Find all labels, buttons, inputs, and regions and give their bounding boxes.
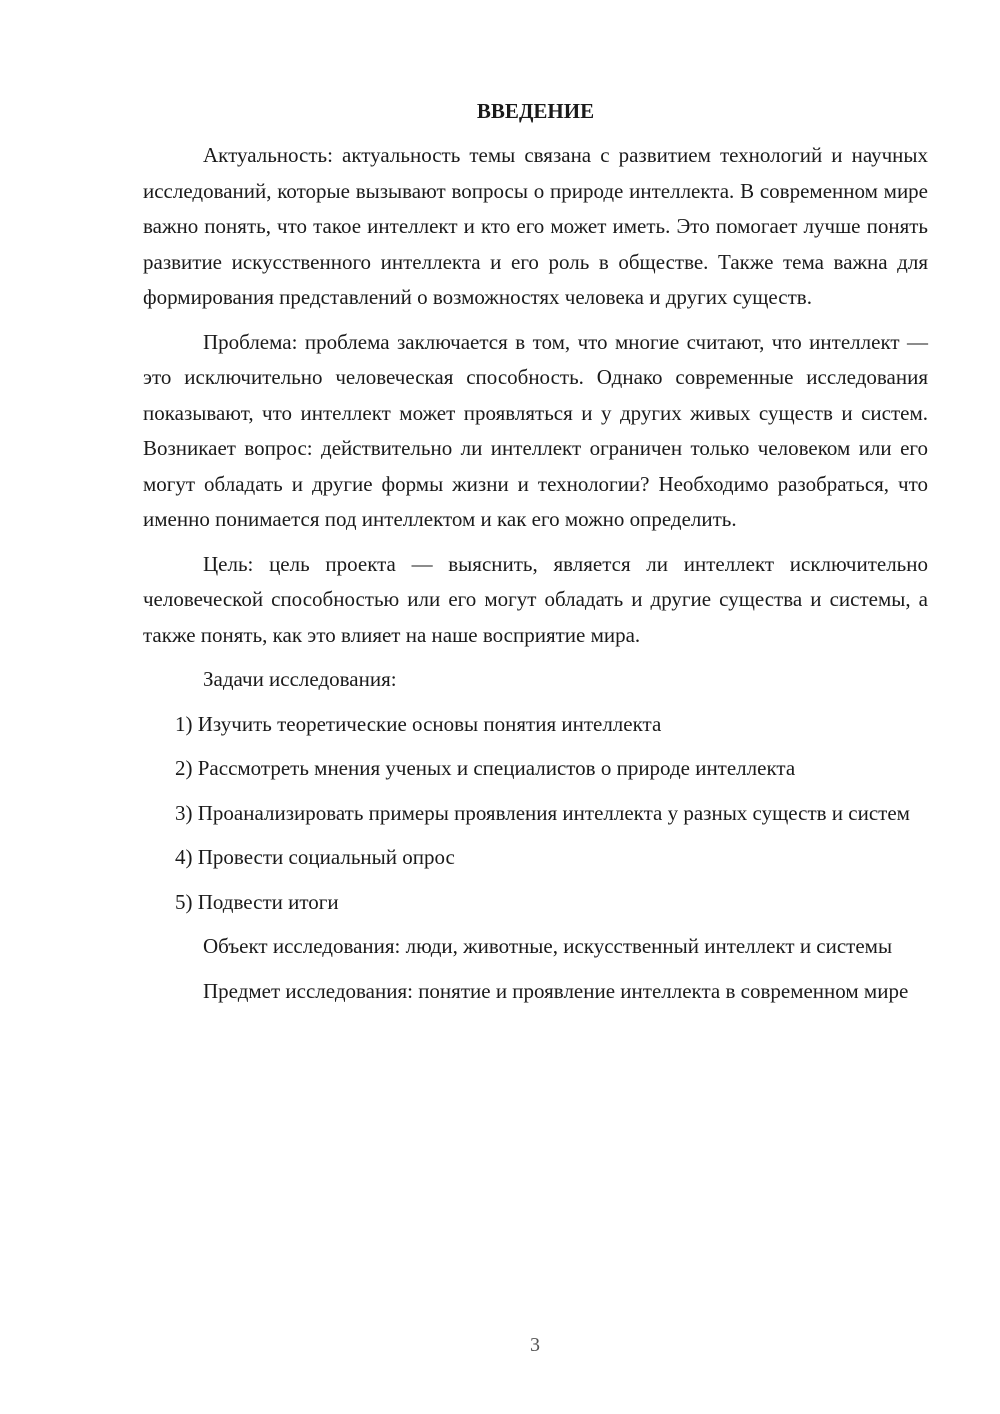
task-item: 2) Рассмотреть мнения ученых и специалистов о природе интеллекта <box>175 756 796 780</box>
task-item: 3) Проанализировать примеры проявления интеллекта у разных существ и систем <box>175 800 910 825</box>
paragraph-problem: Проблема: проблема заключается в том, что многие считают, что интеллект — это исключительно человеческая способность. Однако современные исследования показывают, что интеллект может проявляться и у других живых существ и систем. Возникает вопрос: действительно ли интеллект ограничен только человеком или его могут обладать и другие формы жизни и технологии? Необходимо разобраться, что именно понимается под интеллектом и как его можно определить. <box>143 329 928 531</box>
task-item: 4) Провести социальный опрос <box>175 845 455 869</box>
paragraph-goal: Цель: цель проекта — выяснить, является ли интеллект исключительно человеческой способностью или его могут обладать и другие существа и системы, а также понять, как это влияет на наше восприятие мира. <box>143 551 928 647</box>
paragraph-relevance: Актуальность: актуальность темы связана с развитием технологий и научных исследований, которые вызывают вопросы о природе интеллекта. В современном мире важно понять, что такое интеллект и кто его может иметь. Это помогает лучше понять развитие искусственного интеллекта и его роль в обществе. Также тема важна для формирования представлений о возможностях человека и других существ. <box>143 143 928 309</box>
page-title: ВВЕДЕНИЕ <box>476 99 595 123</box>
page-number: 3 <box>530 1334 540 1356</box>
task-item: 1) Изучить теоретические основы понятия интеллекта <box>175 711 662 736</box>
task-item: 5) Подвести итоги <box>175 889 339 914</box>
paragraph-object: Объект исследования: люди, животные, искусственный интеллект и системы <box>203 934 893 958</box>
paragraph-subject: Предмет исследования: понятие и проявление интеллекта в современном мире <box>203 978 909 1003</box>
paragraph-tasks-intro: Задачи исследования: <box>203 667 397 691</box>
page-body <box>143 96 928 1018</box>
